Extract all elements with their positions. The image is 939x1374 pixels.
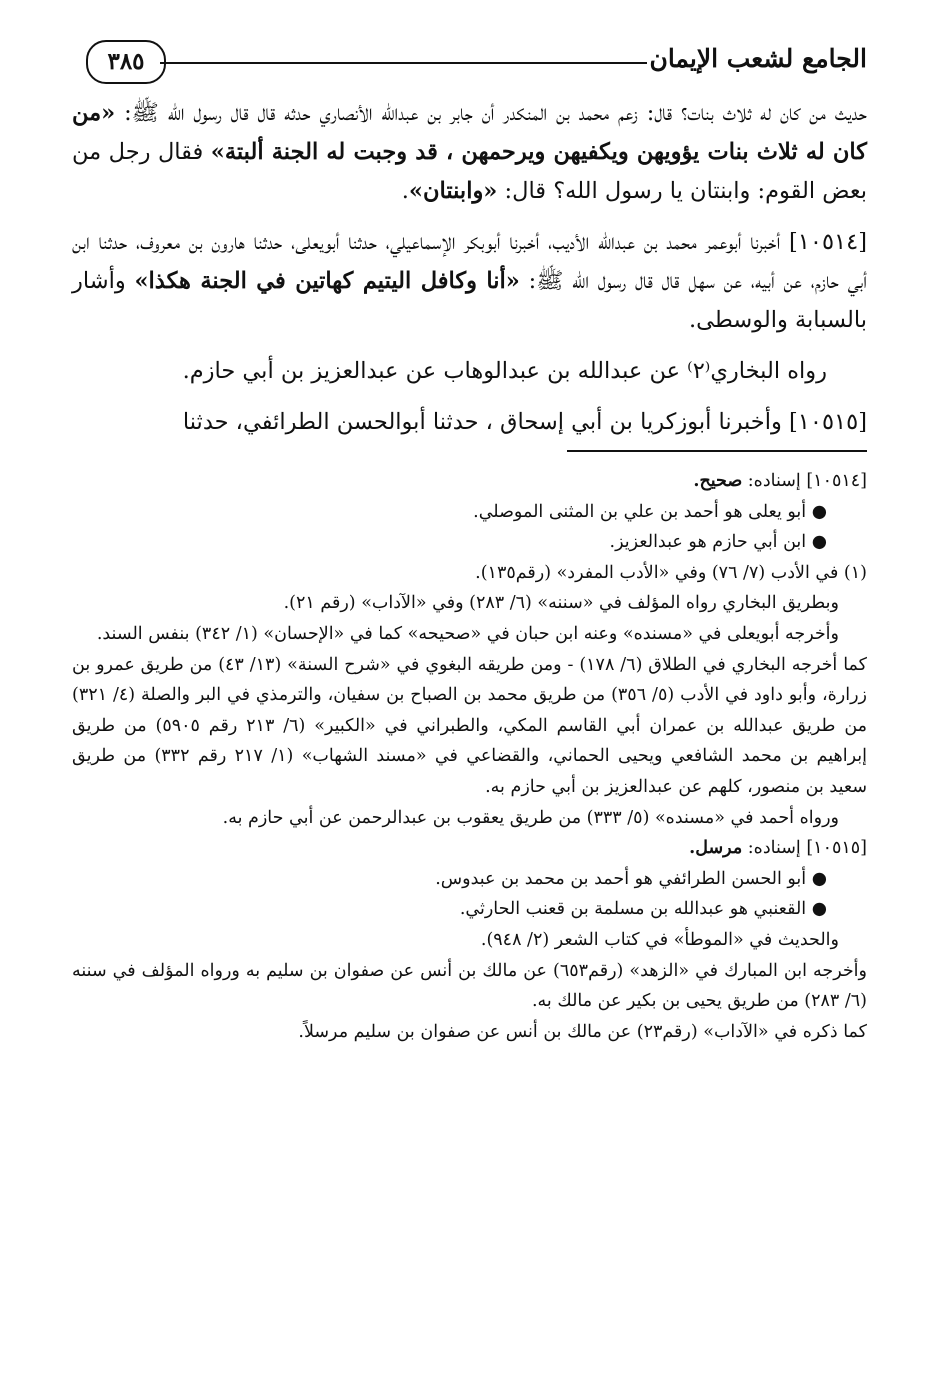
isnad-grade: صحيح. <box>693 471 743 491</box>
footnote-line: ● أبو يعلى هو أحمد بن علي بن المثنى الموصلي. <box>473 501 827 522</box>
main-text <box>72 94 867 442</box>
text-segment: . <box>401 178 409 204</box>
footnote-isnad-10515 <box>72 833 867 864</box>
book-page <box>72 28 867 1348</box>
paragraph-10515: [١٠٥١٥] وأخبرنا أبوزكريا بن أبي إسحاق ، حدثنا أبوالحسن الطرائفي، حدثنا <box>182 409 867 435</box>
paragraph-bukhari-narration: رواه البخاري⁽٢⁾ عن عبدالله بن عبدالوهاب عن عبدالعزيز بن أبي حازم. <box>182 358 827 384</box>
footnote-line: وأخرجه ابن المبارك في «الزهد» (رقم٦٥٣) عن مالك بن أنس عن صفوان بن سليم به ورواه المؤلف في سننه (٦/ ٢٨٣) من طريق يحيى بن بكير عن مالك به. <box>72 960 867 1012</box>
footnote-label: [١٠٥١٤] إسناده: <box>742 471 867 491</box>
text-segment: [١٠٥١٤] أخبرنا أبوعمر محمد بن عبدالله الأديب، أخبرنا أبوبكر الإسماعيلي، حدثنا أبويعلى، حدثنا هارون بن معروف، حدثنا ابن أبي حازم، عن أبيه، عن سهل قال قال رسول الله ﷺ: <box>72 229 868 294</box>
header-rule <box>160 62 647 64</box>
text-segment: فقال رجل من بعض القوم: وابنتان يا رسول الله؟ قال: <box>72 139 867 204</box>
footnote-label: [١٠٥١٥] إسناده: <box>742 838 867 859</box>
footnote-line: والحديث في «الموطأ» في كتاب الشعر (٢/ ٩٤٨). <box>480 929 839 950</box>
footnote-separator <box>567 450 867 452</box>
footnote-line: ● القعنبي هو عبدالله بن مسلمة بن قعنب الحارثي. <box>459 899 827 920</box>
hadith-quote: «وابنتان» <box>408 178 498 204</box>
text-segment: حديث من كان له ثلاث بنات؟ قال: زعم محمد بن المنكدر أن جابر بن عبدالله الأنصاري حدثه قال قال رسول الله ﷺ: <box>115 100 867 126</box>
text-segment: وأشار بالسبابة والوسطى. <box>72 268 867 333</box>
running-title: الجامع لشعب الإيمان <box>649 44 867 73</box>
footnote-line: ● أبو الحسن الطرائفي هو أحمد بن محمد بن عبدوس. <box>435 868 827 889</box>
footnote-line: كما أخرجه البخاري في الطلاق (٦/ ١٧٨) - ومن طريقه البغوي في «شرح السنة» (١٣/ ٤٣) من طريق عمرو بن زرارة، وأبو داود في الأدب (٥/ ٣٥٦) من طريق محمد بن الصباح بن سفيان، والترمذي في البر والصلة (٤/ ٣٢١) من طريق عبدالله بن عمران أبي القاسم المكي، والطبراني في «الكبير» (٦/ ٢١٣ رقم ٥٩٠٥) من طريق إبراهيم بن محمد الشافعي ويحيى الحماني، والقضاعي في «مسند الشهاب» (١/ ٢١٧ رقم ٣٣٢) من طريق سعيد بن منصور، كلهم عن عبدالعزيز بن أبي حازم به. <box>72 654 868 797</box>
footnote-line: وأخرجه أبويعلى في «مسنده» وعنه ابن حبان في «صحيحه» كما في «الإحسان» (١/ ٣٤٢) بنفس السند. <box>96 623 839 644</box>
footnote-line: وبطريق البخاري رواه المؤلف في «سننه» (٦/ ٢٨٣) وفي «الآداب» (رقم ٢١). <box>283 593 839 614</box>
page-header <box>72 28 867 94</box>
page-number: ٣٨٥ <box>86 40 166 84</box>
footnote-line: كما ذكره في «الآداب» (رقم٢٣) عن مالك بن أنس عن صفوان بن سليم مرسلاً. <box>298 1021 867 1042</box>
footnote-line: (١) في الأدب (٧/ ٧٦) وفي «الأدب المفرد» (رقم١٣٥). <box>475 562 867 583</box>
paragraph-10514 <box>72 223 867 340</box>
footnote-isnad-10514 <box>72 466 867 497</box>
footnotes <box>72 466 867 1047</box>
isnad-grade: مرسل. <box>689 838 743 859</box>
footnote-line: ورواه أحمد في «مسنده» (٥/ ٣٣٣) من طريق يعقوب بن عبدالرحمن عن أبي حازم به. <box>222 807 839 828</box>
paragraph-hadith-three-daughters <box>72 94 867 211</box>
hadith-quote: «أنا وكافل اليتيم كهاتين في الجنة هكذا» <box>134 268 520 294</box>
hadith-quote: «من كان له ثلاث بنات يؤويهن ويكفيهن ويرحمهن ، قد وجبت له الجنة ألبتة» <box>72 100 867 165</box>
footnote-line: ● ابن أبي حازم هو عبدالعزيز. <box>609 532 827 553</box>
